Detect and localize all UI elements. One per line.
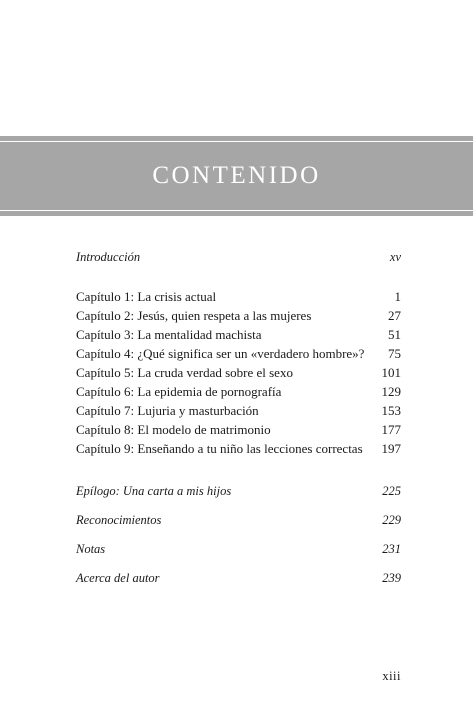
toc-entry-title: Epílogo: Una carta a mis hijos [76,484,232,498]
toc-entry-title: Capítulo 3: La mentalidad machista [76,327,262,342]
toc-entry-page: 239 [382,571,401,585]
toc-entry-chapter-9 [76,441,401,460]
toc-entry-page: 1 [394,289,401,304]
toc-entry-chapter-2 [76,308,401,327]
toc-entry-page: 129 [381,384,401,399]
toc-entry-page: 229 [382,513,401,527]
toc-entry-page: 231 [382,542,401,556]
toc-entry-notes [76,542,401,561]
toc-entry-title: Acerca del autor [76,571,160,585]
page-title: CONTENIDO [152,162,321,189]
toc-entry-page: 197 [381,441,401,456]
toc-entry-page: 51 [388,327,401,342]
toc-entry-page: 177 [381,422,401,437]
toc-entry-title: Capítulo 8: El modelo de matrimonio [76,422,271,437]
toc-entry-acknowledgments [76,513,401,532]
toc-entry-page: 101 [381,365,401,380]
toc-entry-chapter-4 [76,346,401,365]
heading-banner [0,136,473,216]
toc-entry-page: 27 [388,308,401,323]
toc-entry-chapter-5 [76,365,401,384]
toc-entry-page: 75 [388,346,401,361]
toc-entry-chapter-7 [76,403,401,422]
toc-entry-chapter-3 [76,327,401,346]
toc-entry-chapter-6 [76,384,401,403]
toc-entry-about-author [76,571,401,590]
banner-bottom-rule [0,210,473,211]
toc-entry-page: 153 [381,403,401,418]
toc-entry-title: Notas [76,542,106,556]
toc-entry-title: Capítulo 2: Jesús, quien respeta a las mujeres [76,308,312,323]
toc-entry-title: Capítulo 7: Lujuria y masturbación [76,403,259,418]
toc-entry-introduction [76,250,401,269]
toc-entry-title: Reconocimientos [76,513,162,527]
toc-entry-chapter-8 [76,422,401,441]
toc-entry-title: Capítulo 5: La cruda verdad sobre el sexo [76,365,293,380]
toc-entry-title: Capítulo 1: La crisis actual [76,289,217,304]
toc-entry-page: xv [389,250,401,264]
toc-entry-title: Capítulo 4: ¿Qué significa ser un «verdadero hombre»? [76,346,365,361]
toc-entry-title: Introducción [76,250,141,264]
toc-entry-epilogue [76,484,401,503]
toc-entry-chapter-1 [76,289,401,308]
toc-entry-title: Capítulo 6: La epidemia de pornografía [76,384,282,399]
toc-entry-page: 225 [382,484,401,498]
page-number: xiii [382,669,401,683]
toc-entry-title: Capítulo 9: Enseñando a tu niño las lecciones correctas [76,441,363,456]
